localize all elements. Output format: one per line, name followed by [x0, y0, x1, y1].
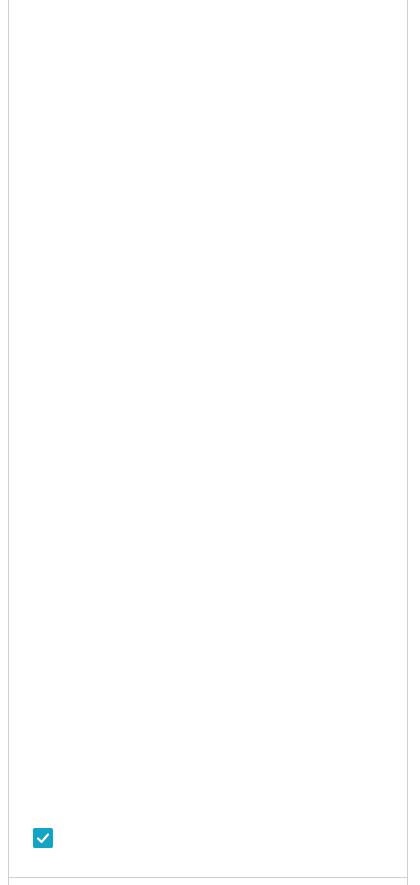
- sync-checkbox[interactable]: [33, 828, 53, 848]
- check-icon: [36, 831, 50, 845]
- component-panel: [8, 0, 408, 885]
- sync-option-row[interactable]: [9, 822, 407, 878]
